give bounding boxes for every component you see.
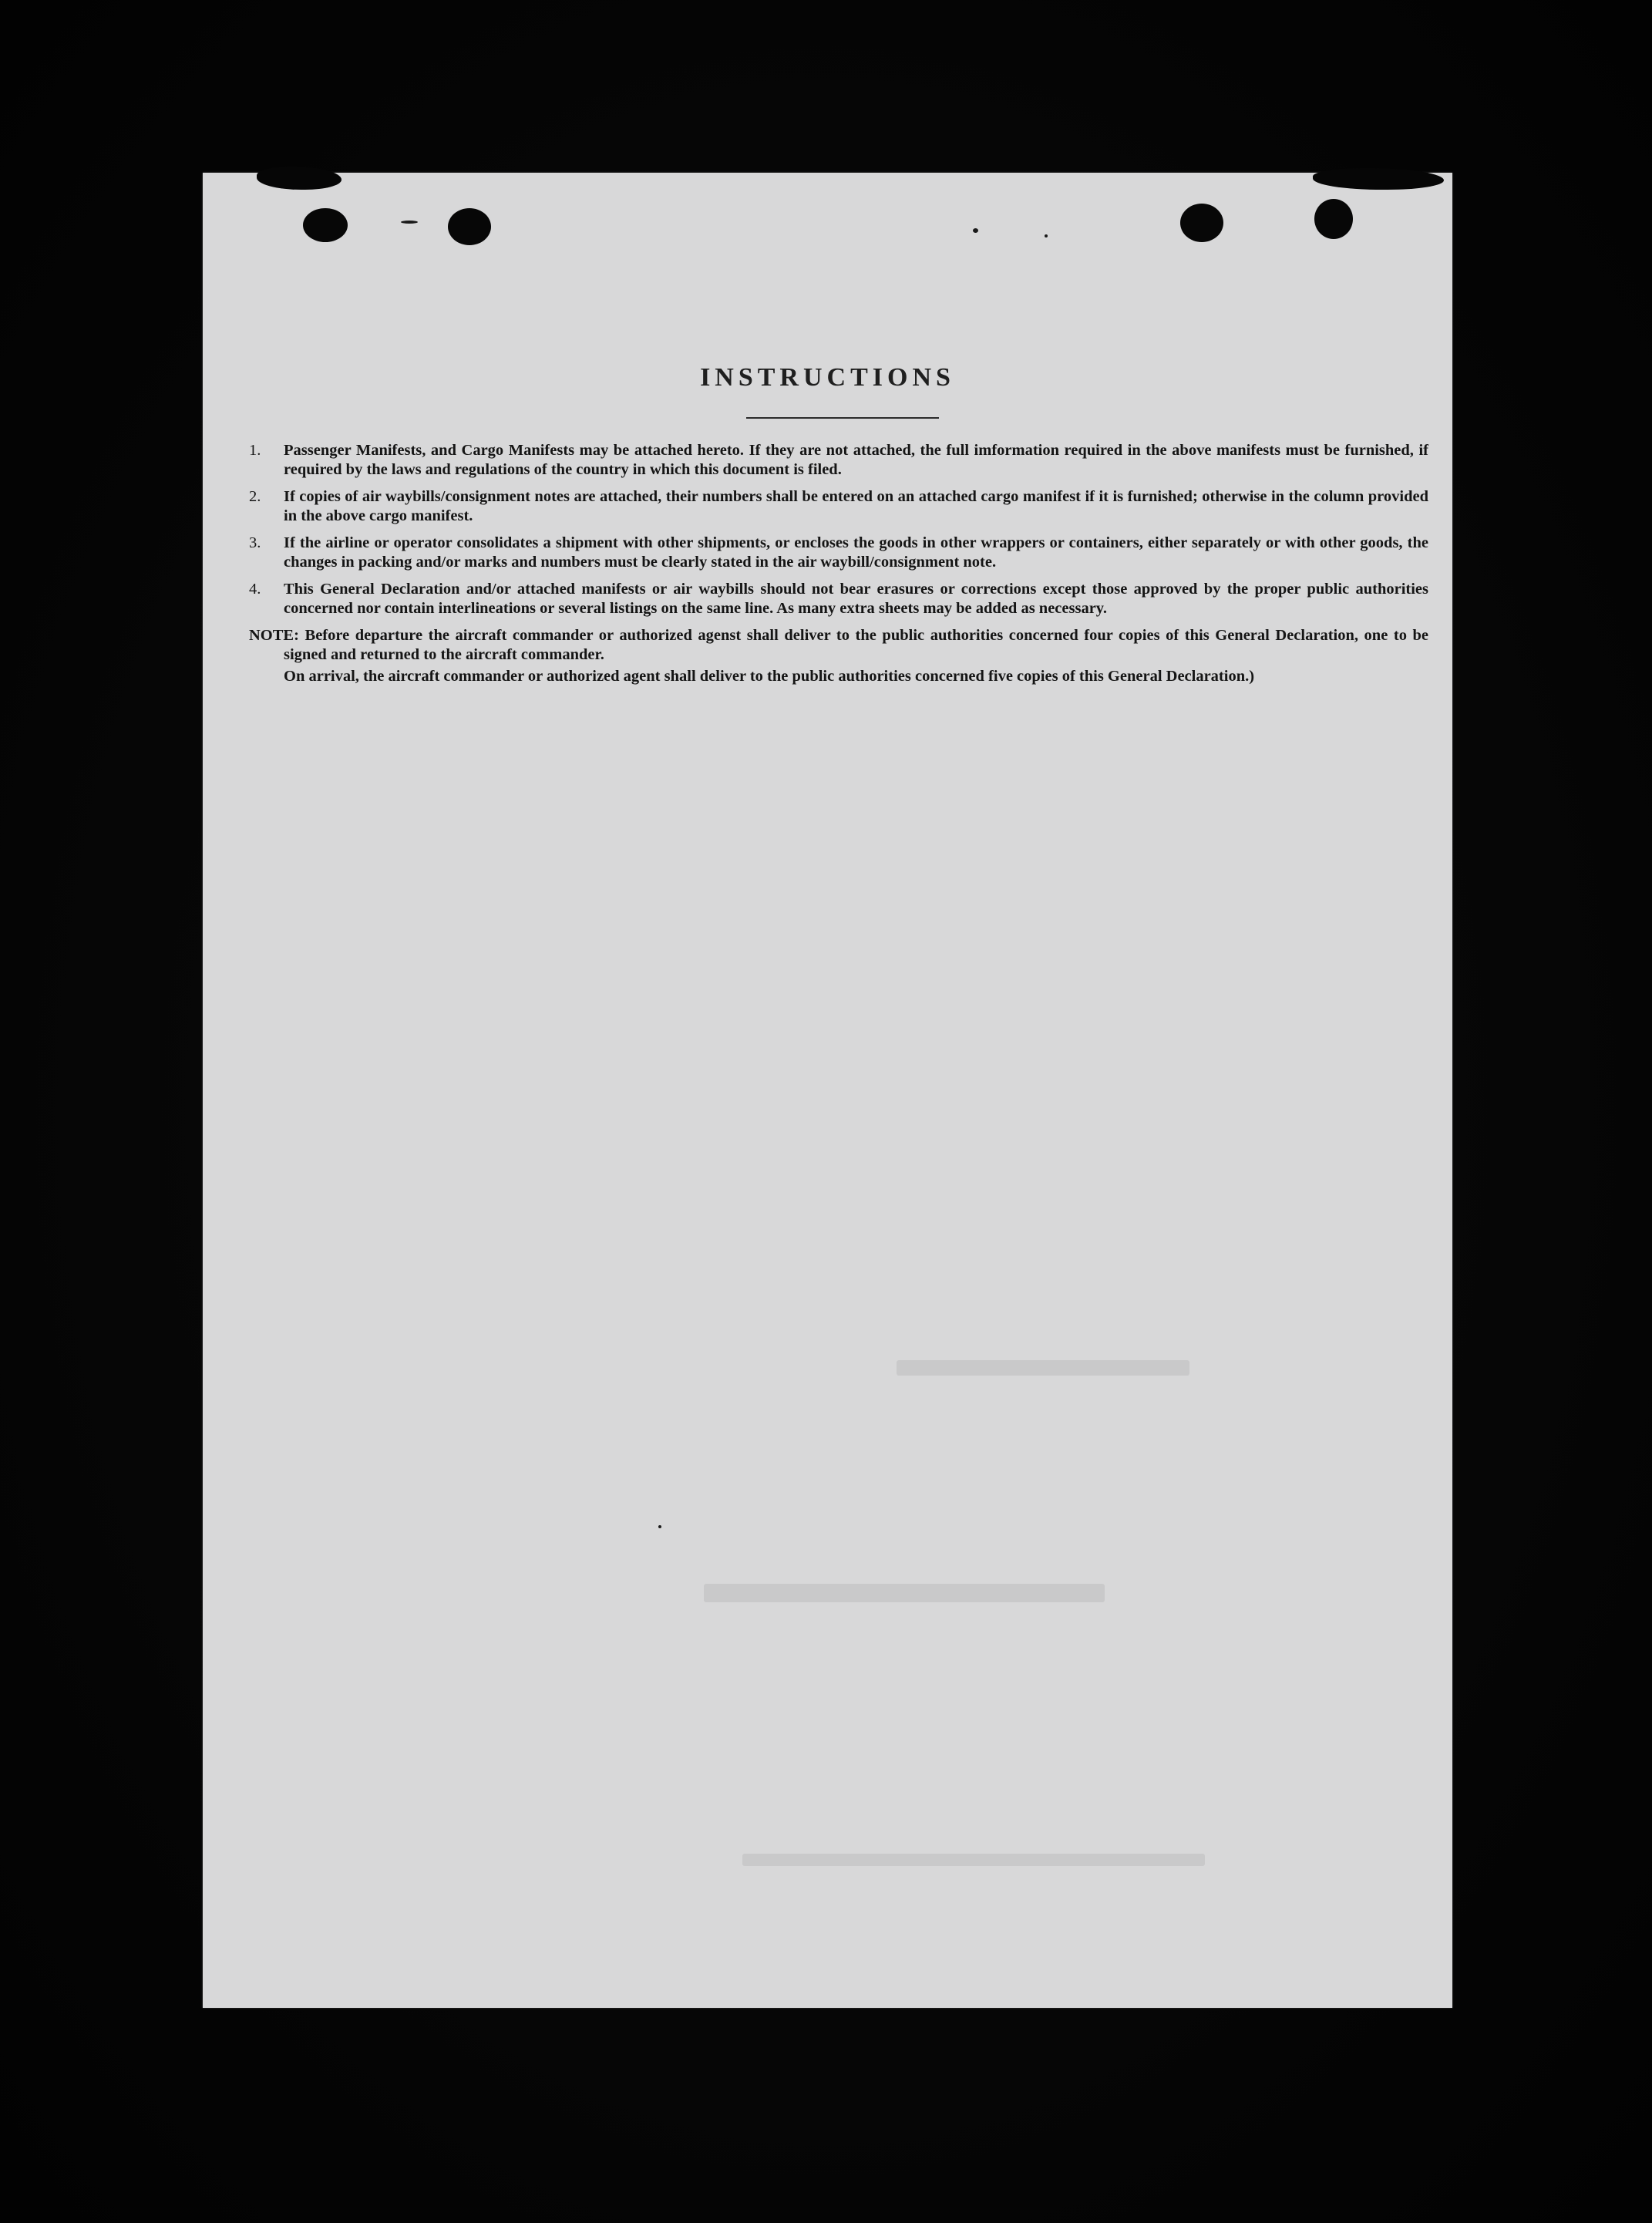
instruction-item — [249, 441, 1428, 480]
speck — [973, 228, 978, 233]
punch-hole — [1180, 204, 1223, 242]
item-text: This General Declaration and/or attached manifests or air waybills should not bear erasures or corrections except those approved by the proper public authorities concerned nor contain interlineations or several listings on the same line. As many extra sheets may be added as necessary. — [284, 581, 1428, 617]
speck — [401, 221, 418, 224]
item-number: 3. — [249, 534, 261, 551]
note-departure-text: Before departure the aircraft commander or authorized agenst shall deliver to the public authorities concerned four copies of this General Declaration, one to be signed and returned to the aircraft commander. — [284, 627, 1429, 663]
instruction-item — [249, 487, 1428, 526]
punch-hole — [303, 208, 348, 242]
note-departure — [249, 626, 1428, 665]
instructions-list — [249, 441, 1428, 686]
item-text: If the airline or operator consolidates a shipment with other shipments, or encloses the goods in other wrappers or containers, either separately or with other goods, the changes in packing and/or marks and numbers must be clearly stated in the air waybill/consignment note. — [284, 534, 1428, 571]
show-through-mark — [742, 1854, 1205, 1866]
punch-hole — [1314, 199, 1353, 239]
item-number: 4. — [249, 581, 261, 598]
item-number: 2. — [249, 488, 261, 505]
instruction-item — [249, 534, 1428, 572]
note-block — [249, 626, 1428, 686]
show-through-mark — [897, 1360, 1189, 1376]
item-text: Passenger Manifests, and Cargo Manifests may be attached hereto. If they are not attached, the full imformation required in the above manifests must be furnished, if required by the laws and regulations of the country in which this document is filed. — [284, 442, 1428, 478]
title-underline — [746, 417, 939, 419]
note-arrival: On arrival, the aircraft commander or authorized agent shall deliver to the public authorities concerned five copies of this General Declaration.) — [284, 668, 1255, 685]
punch-hole — [448, 208, 491, 245]
document-page — [203, 173, 1452, 2008]
page-title: INSTRUCTIONS — [700, 363, 955, 392]
note-label: NOTE: — [249, 627, 299, 644]
item-number: 1. — [249, 442, 261, 459]
item-text: If copies of air waybills/consignment notes are attached, their numbers shall be entered on an attached cargo manifest if it is furnished; otherwise in the column provided in the above cargo manifest. — [284, 488, 1428, 524]
speck — [658, 1525, 661, 1528]
instruction-item — [249, 580, 1428, 618]
speck — [1045, 234, 1048, 237]
show-through-mark — [704, 1584, 1105, 1602]
